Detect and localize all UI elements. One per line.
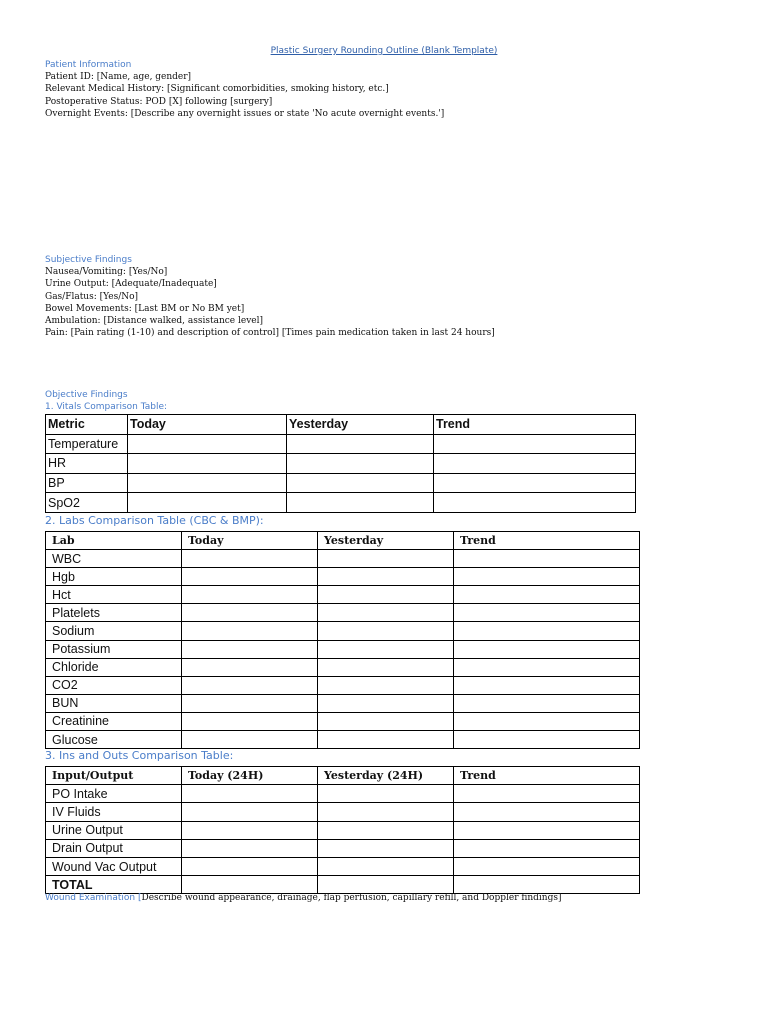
- urine-output-line: Urine Output: [Adequate/Inadequate]: [45, 279, 217, 290]
- ins-outs-table-label: 3. Ins and Outs Comparison Table:: [45, 749, 234, 762]
- trend-cell[interactable]: [434, 434, 636, 454]
- row-label: Urine Output: [46, 821, 182, 839]
- table-row: [46, 821, 640, 839]
- gas-flatus-line: Gas/Flatus: [Yes/No]: [45, 291, 139, 302]
- yesterday-cell[interactable]: [287, 473, 434, 493]
- column-header-today: Today (24H): [182, 767, 318, 785]
- table-row: [46, 568, 640, 586]
- bowel-movements-line: Bowel Movements: [Last BM or No BM yet]: [45, 303, 245, 314]
- table-row: [46, 640, 640, 658]
- column-header-yesterday: Yesterday: [318, 532, 454, 550]
- trend-cell[interactable]: [454, 586, 640, 604]
- row-label: BUN: [46, 694, 182, 712]
- column-header-yesterday: Yesterday (24H): [318, 767, 454, 785]
- subjective-findings-heading: Subjective Findings: [45, 255, 132, 265]
- trend-cell[interactable]: [454, 658, 640, 676]
- trend-cell[interactable]: [454, 803, 640, 821]
- today-cell[interactable]: [182, 586, 318, 604]
- today-cell[interactable]: [182, 658, 318, 676]
- table-header-row: [46, 767, 640, 785]
- table-row: [46, 550, 640, 568]
- yesterday-cell[interactable]: [318, 876, 454, 894]
- today-cell[interactable]: [182, 803, 318, 821]
- vitals-table-label: 1. Vitals Comparison Table:: [45, 402, 168, 412]
- wound-examination-line: [45, 893, 561, 903]
- table-header-row: [46, 532, 640, 550]
- objective-findings-heading: Objective Findings: [45, 390, 128, 400]
- row-label: BP: [46, 473, 128, 493]
- nausea-line: Nausea/Vomiting: [Yes/No]: [45, 267, 168, 277]
- table-row: [46, 586, 640, 604]
- today-cell[interactable]: [128, 493, 287, 513]
- today-cell[interactable]: [182, 568, 318, 586]
- row-label: Sodium: [46, 622, 182, 640]
- yesterday-cell[interactable]: [318, 857, 454, 875]
- wound-examination-label: Wound Examination [: [45, 893, 142, 903]
- row-label: CO2: [46, 676, 182, 694]
- row-label-total: TOTAL: [46, 876, 182, 894]
- trend-cell[interactable]: [454, 640, 640, 658]
- yesterday-cell[interactable]: [318, 586, 454, 604]
- column-header-trend: Trend: [454, 767, 640, 785]
- table-row: [46, 731, 640, 749]
- row-label: SpO2: [46, 493, 128, 513]
- postoperative-status-line: Postoperative Status: POD [X] following [surgery]: [45, 96, 273, 107]
- row-label: Chloride: [46, 658, 182, 676]
- pain-line: Pain: [Pain rating (1-10) and description of control] [Times pain medication taken in last 24 hours]: [45, 328, 495, 339]
- labs-table-label: 2. Labs Comparison Table (CBC & BMP):: [45, 514, 264, 527]
- column-header-input-output: Input/Output: [46, 767, 182, 785]
- subjective-findings-section: [45, 254, 495, 340]
- labs-comparison-table: [45, 531, 640, 749]
- trend-cell[interactable]: [454, 622, 640, 640]
- yesterday-cell[interactable]: [318, 622, 454, 640]
- column-header-trend: Trend: [434, 415, 636, 435]
- today-cell[interactable]: [182, 676, 318, 694]
- ins-outs-comparison-table: [45, 766, 640, 894]
- today-cell[interactable]: [182, 876, 318, 894]
- column-header-trend: Trend: [454, 532, 640, 550]
- trend-cell[interactable]: [434, 454, 636, 474]
- vitals-comparison-table: [45, 414, 636, 513]
- today-cell[interactable]: [128, 454, 287, 474]
- today-cell[interactable]: [182, 604, 318, 622]
- trend-cell[interactable]: [454, 676, 640, 694]
- today-cell[interactable]: [182, 640, 318, 658]
- table-row: [46, 803, 640, 821]
- row-label: Creatinine: [46, 712, 182, 730]
- trend-cell[interactable]: [454, 839, 640, 857]
- trend-cell[interactable]: [454, 821, 640, 839]
- yesterday-cell[interactable]: [318, 550, 454, 568]
- trend-cell[interactable]: [454, 876, 640, 894]
- today-cell[interactable]: [182, 785, 318, 803]
- yesterday-cell[interactable]: [318, 658, 454, 676]
- ambulation-line: Ambulation: [Distance walked, assistance level]: [45, 316, 263, 327]
- column-header-lab: Lab: [46, 532, 182, 550]
- trend-cell[interactable]: [454, 712, 640, 730]
- table-row: [46, 473, 636, 493]
- today-cell[interactable]: [182, 857, 318, 875]
- column-header-yesterday: Yesterday: [287, 415, 434, 435]
- yesterday-cell[interactable]: [318, 640, 454, 658]
- row-label: Drain Output: [46, 839, 182, 857]
- today-cell[interactable]: [182, 622, 318, 640]
- wound-examination-text: Describe wound appearance, drainage, flap perfusion, capillary refill, and Doppler findings]: [141, 893, 562, 903]
- table-row: [46, 712, 640, 730]
- patient-information-section: [45, 59, 444, 120]
- table-row: [46, 493, 636, 513]
- column-header-today: Today: [128, 415, 287, 435]
- today-cell[interactable]: [182, 821, 318, 839]
- row-label: Potassium: [46, 640, 182, 658]
- table-row: [46, 857, 640, 875]
- yesterday-cell[interactable]: [318, 712, 454, 730]
- trend-cell[interactable]: [454, 604, 640, 622]
- yesterday-cell[interactable]: [318, 803, 454, 821]
- yesterday-cell[interactable]: [287, 434, 434, 454]
- table-row: [46, 604, 640, 622]
- row-label: WBC: [46, 550, 182, 568]
- document-title: Plastic Surgery Rounding Outline (Blank Template): [270, 46, 498, 56]
- row-label: Glucose: [46, 731, 182, 749]
- yesterday-cell[interactable]: [318, 568, 454, 586]
- column-header-metric: Metric: [46, 415, 128, 435]
- patient-id-line: Patient ID: [Name, age, gender]: [45, 72, 192, 82]
- trend-cell[interactable]: [434, 473, 636, 493]
- medical-history-line: Relevant Medical History: [Significant comorbidities, smoking history, etc.]: [45, 84, 389, 95]
- table-row: [46, 676, 640, 694]
- yesterday-cell[interactable]: [287, 454, 434, 474]
- table-header-row: [46, 415, 636, 435]
- today-cell[interactable]: [182, 839, 318, 857]
- today-cell[interactable]: [182, 694, 318, 712]
- trend-cell[interactable]: [454, 731, 640, 749]
- overnight-events-line: Overnight Events: [Describe any overnight issues or state 'No acute overnight events.']: [45, 108, 445, 119]
- table-row: [46, 839, 640, 857]
- yesterday-cell[interactable]: [318, 839, 454, 857]
- objective-findings-section: [45, 389, 167, 413]
- patient-information-heading: Patient Information: [45, 60, 132, 70]
- table-row: [46, 454, 636, 474]
- table-row: [46, 785, 640, 803]
- trend-cell[interactable]: [454, 568, 640, 586]
- table-row: [46, 876, 640, 894]
- table-row: [46, 622, 640, 640]
- row-label: Wound Vac Output: [46, 857, 182, 875]
- table-row: [46, 694, 640, 712]
- yesterday-cell[interactable]: [318, 731, 454, 749]
- trend-cell[interactable]: [454, 785, 640, 803]
- trend-cell[interactable]: [454, 857, 640, 875]
- trend-cell[interactable]: [434, 493, 636, 513]
- today-cell[interactable]: [182, 712, 318, 730]
- row-label: PO Intake: [46, 785, 182, 803]
- today-cell[interactable]: [128, 473, 287, 493]
- yesterday-cell[interactable]: [318, 694, 454, 712]
- row-label: HR: [46, 454, 128, 474]
- yesterday-cell[interactable]: [318, 676, 454, 694]
- row-label: IV Fluids: [46, 803, 182, 821]
- row-label: Hct: [46, 586, 182, 604]
- yesterday-cell[interactable]: [318, 785, 454, 803]
- row-label: Temperature: [46, 434, 128, 454]
- today-cell[interactable]: [182, 731, 318, 749]
- row-label: Hgb: [46, 568, 182, 586]
- today-cell[interactable]: [182, 550, 318, 568]
- yesterday-cell[interactable]: [318, 604, 454, 622]
- row-label: Platelets: [46, 604, 182, 622]
- yesterday-cell[interactable]: [318, 821, 454, 839]
- trend-cell[interactable]: [454, 550, 640, 568]
- today-cell[interactable]: [128, 434, 287, 454]
- table-row: [46, 658, 640, 676]
- column-header-today: Today: [182, 532, 318, 550]
- table-row: [46, 434, 636, 454]
- trend-cell[interactable]: [454, 694, 640, 712]
- yesterday-cell[interactable]: [287, 493, 434, 513]
